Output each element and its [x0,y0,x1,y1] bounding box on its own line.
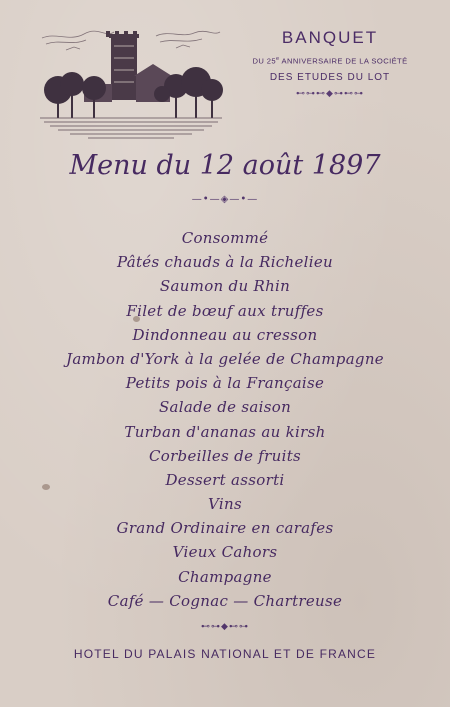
tower-engraving [36,24,226,142]
dish-item: Consommé [181,229,269,247]
wine-heading: Vins [208,495,242,514]
wine-item: Grand Ordinaire en carafes [116,519,334,538]
paper-stain [42,484,50,490]
title-ornament: —•—◈—•— [191,194,259,205]
paper-stain [133,316,140,322]
hotel-name: HOTEL DU PALAIS NATIONAL ET DE FRANCE [73,647,377,661]
menu-title: Menu du 12 août 1897 [69,150,381,181]
dish-item: Turban d'ananas au kirsh [124,422,326,441]
wine-item: Champagne [178,567,272,586]
dish-list [0,226,450,613]
dish-item: Jambon d'York à la gelée de Champagne [66,349,384,368]
dish-item: Corbeilles de fruits [148,446,302,465]
header-ornament: ⊷⊶⊷◆⊶⊷⊶ [296,88,364,99]
dish-item: Filet de bœuf aux truffes [126,301,324,320]
dish-item: Dessert assorti [165,470,285,489]
dish-item: Dindonneau au cresson [132,325,318,344]
digestif-item: Café — Cognac — Chartreuse [107,591,343,610]
dish-item: Salade de saison [158,398,292,417]
dish-item: Petits pois à la Française [125,374,325,393]
banquet-header [230,28,430,99]
dish-item: Pâtés chauds à la Richelieu [117,253,333,272]
anniversary-line: DU 25e ANNIVERSAIRE DE LA SOCIÉTÉ [252,56,408,66]
society-name: DES ETUDES DU LOT [269,71,391,83]
dish-item: Saumon du Rhin [159,277,291,296]
footer-ornament: ⊷⊶◆⊷⊶ [201,622,249,632]
wine-item: Vieux Cahors [172,543,278,562]
banquet-title: BANQUET [281,28,379,47]
